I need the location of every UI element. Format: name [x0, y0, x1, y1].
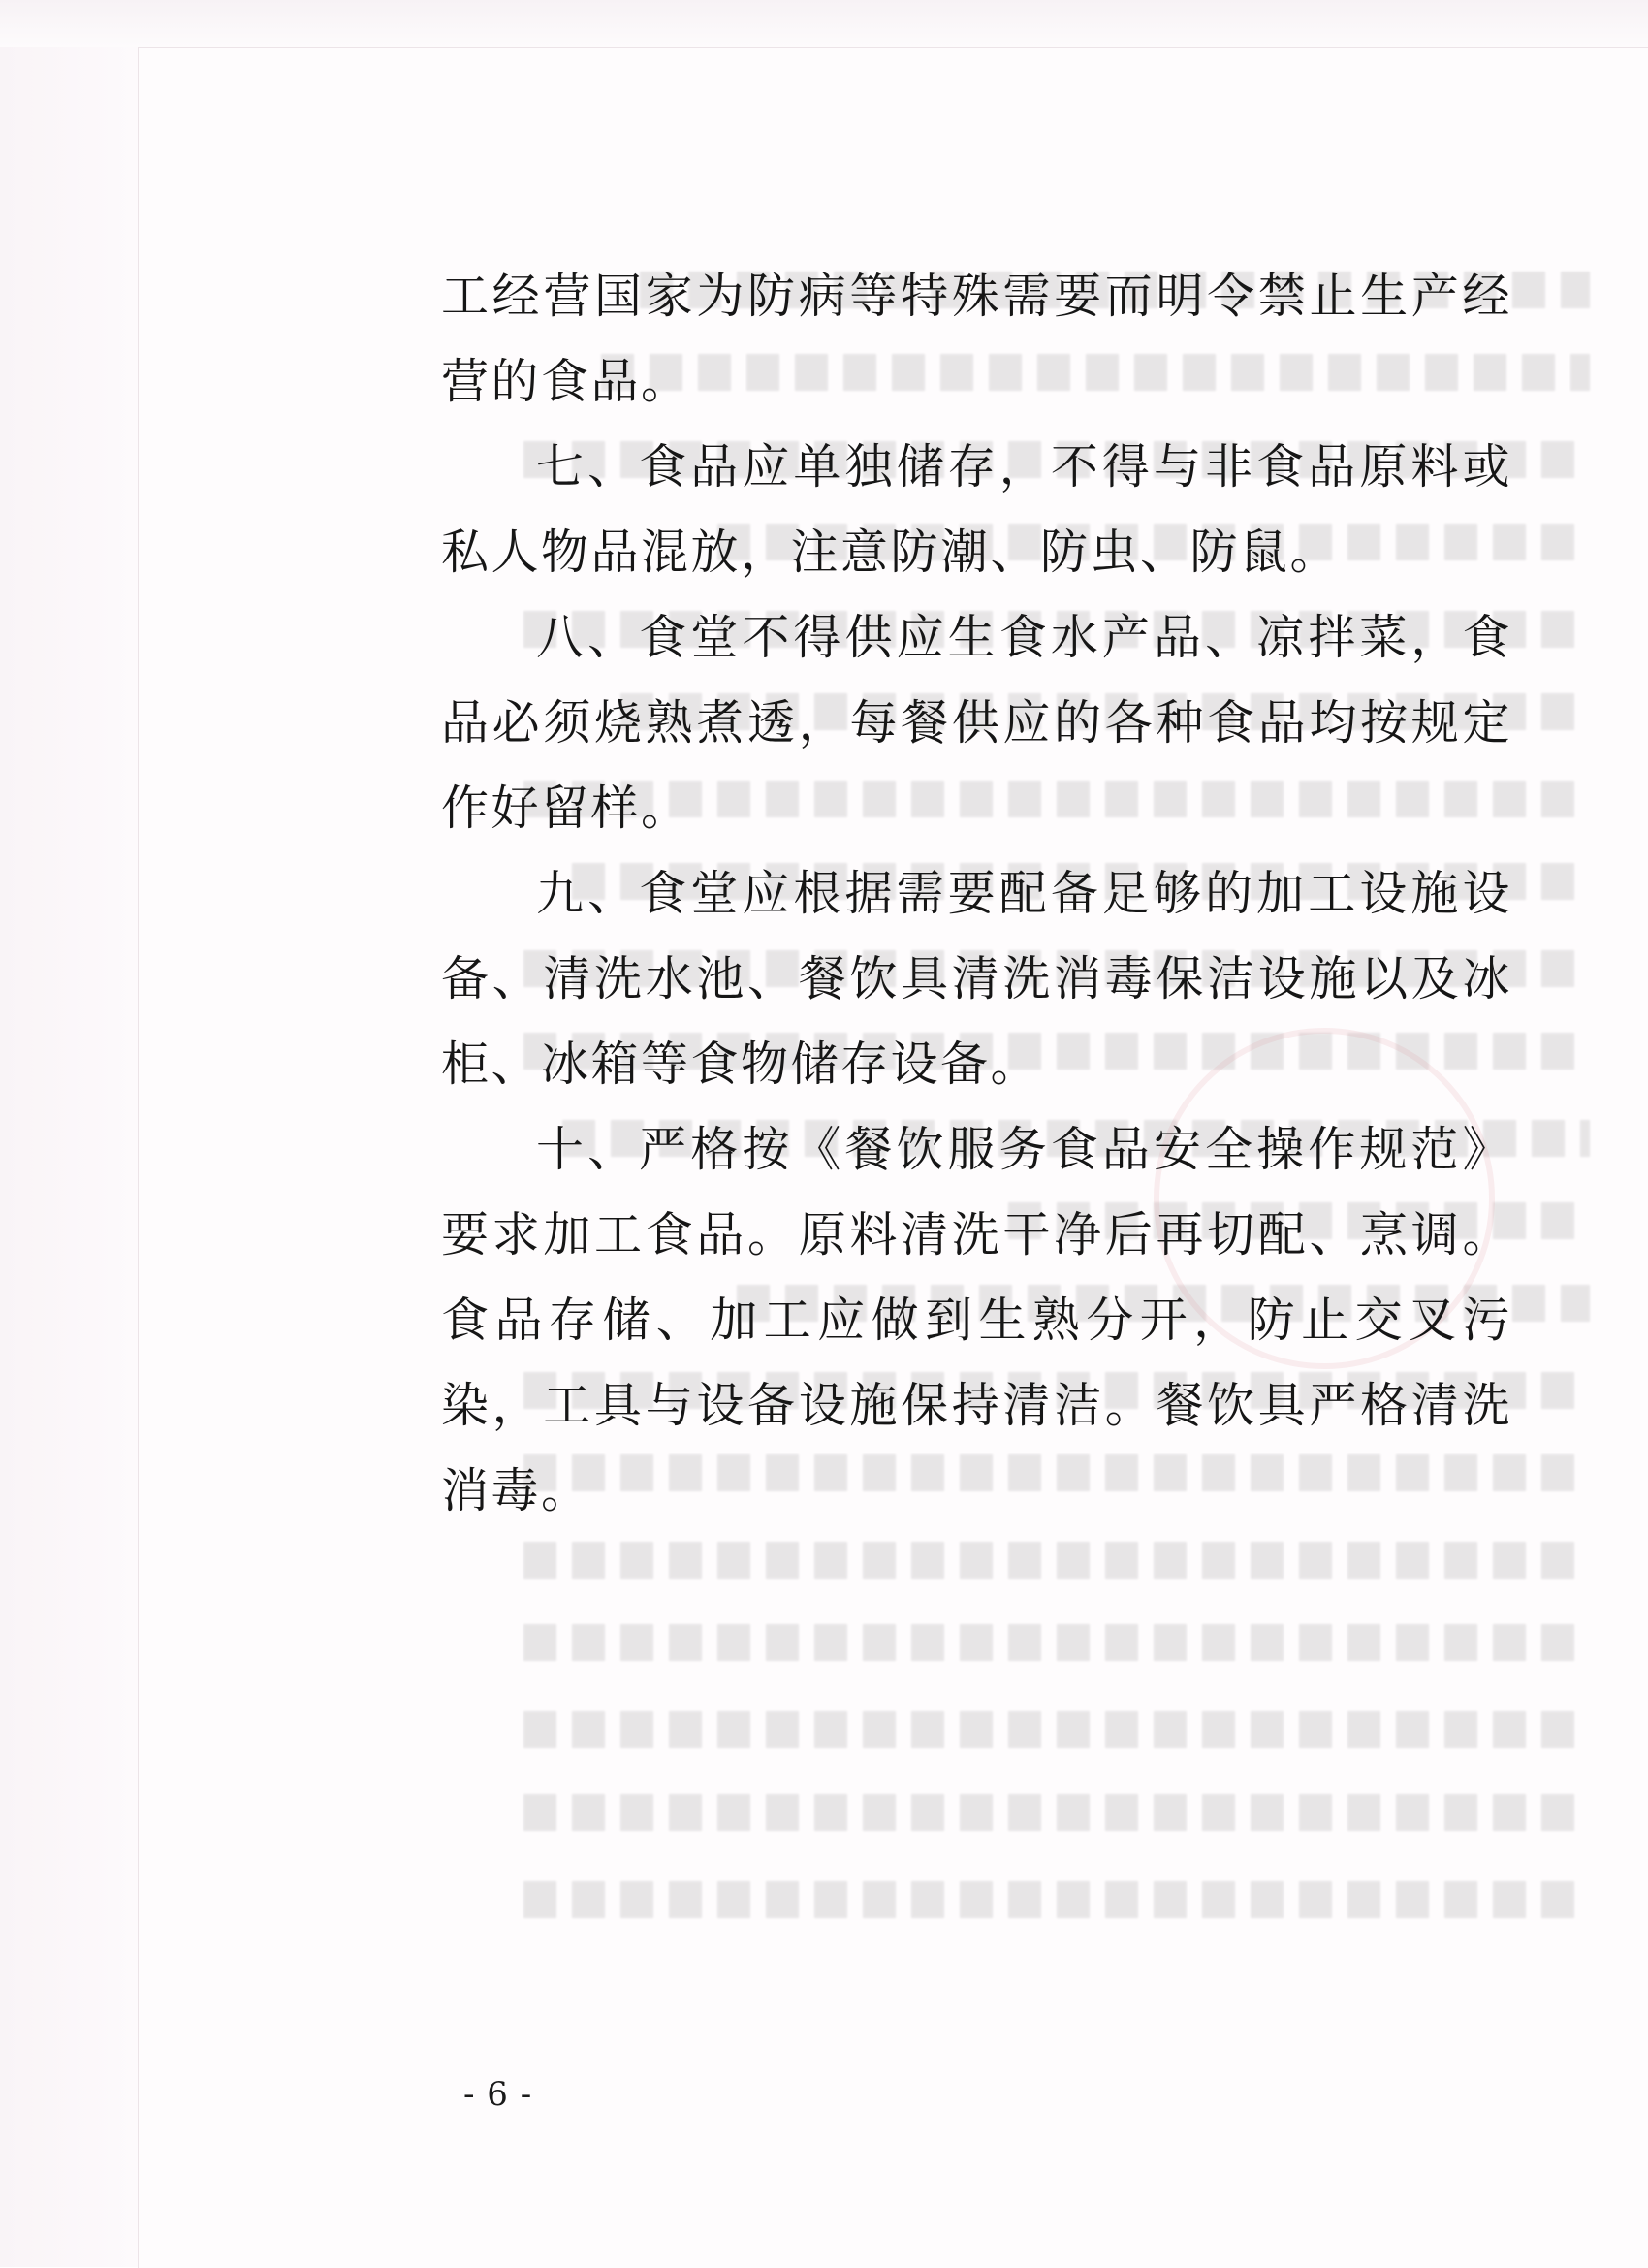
paragraph-continuation: 工经营国家为防病等特殊需要而明令禁止生产经营的食品。 [441, 269, 1512, 409]
scan-margin-left [0, 0, 138, 2267]
document-body [441, 254, 1512, 1534]
scan-margin-top [0, 0, 1648, 47]
paragraph-item-8: 八、食堂不得供应生食水产品、凉拌菜，食品必须烧熟煮透，每餐供应的各种食品均按规定作好留样。 [441, 610, 1512, 836]
paragraph-item-9: 九、食堂应根据需要配备足够的加工设施设备、清洗水池、餐饮具清洗消毒保洁设施以及冰柜、冰箱等食物储存设备。 [441, 866, 1512, 1092]
paragraph-item-7: 七、食品应单独储存，不得与非食品原料或私人物品混放，注意防潮、防虫、防鼠。 [441, 439, 1512, 580]
page-number: - 6 - [463, 2075, 533, 2114]
paragraph-item-10: 十、严格按《餐饮服务食品安全操作规范》要求加工食品。原料清洗干净后再切配、烹调。食品存储、加工应做到生熟分开，防止交叉污染，工具与设备设施保持清洁。餐饮具严格清洗消毒。 [441, 1122, 1512, 1518]
